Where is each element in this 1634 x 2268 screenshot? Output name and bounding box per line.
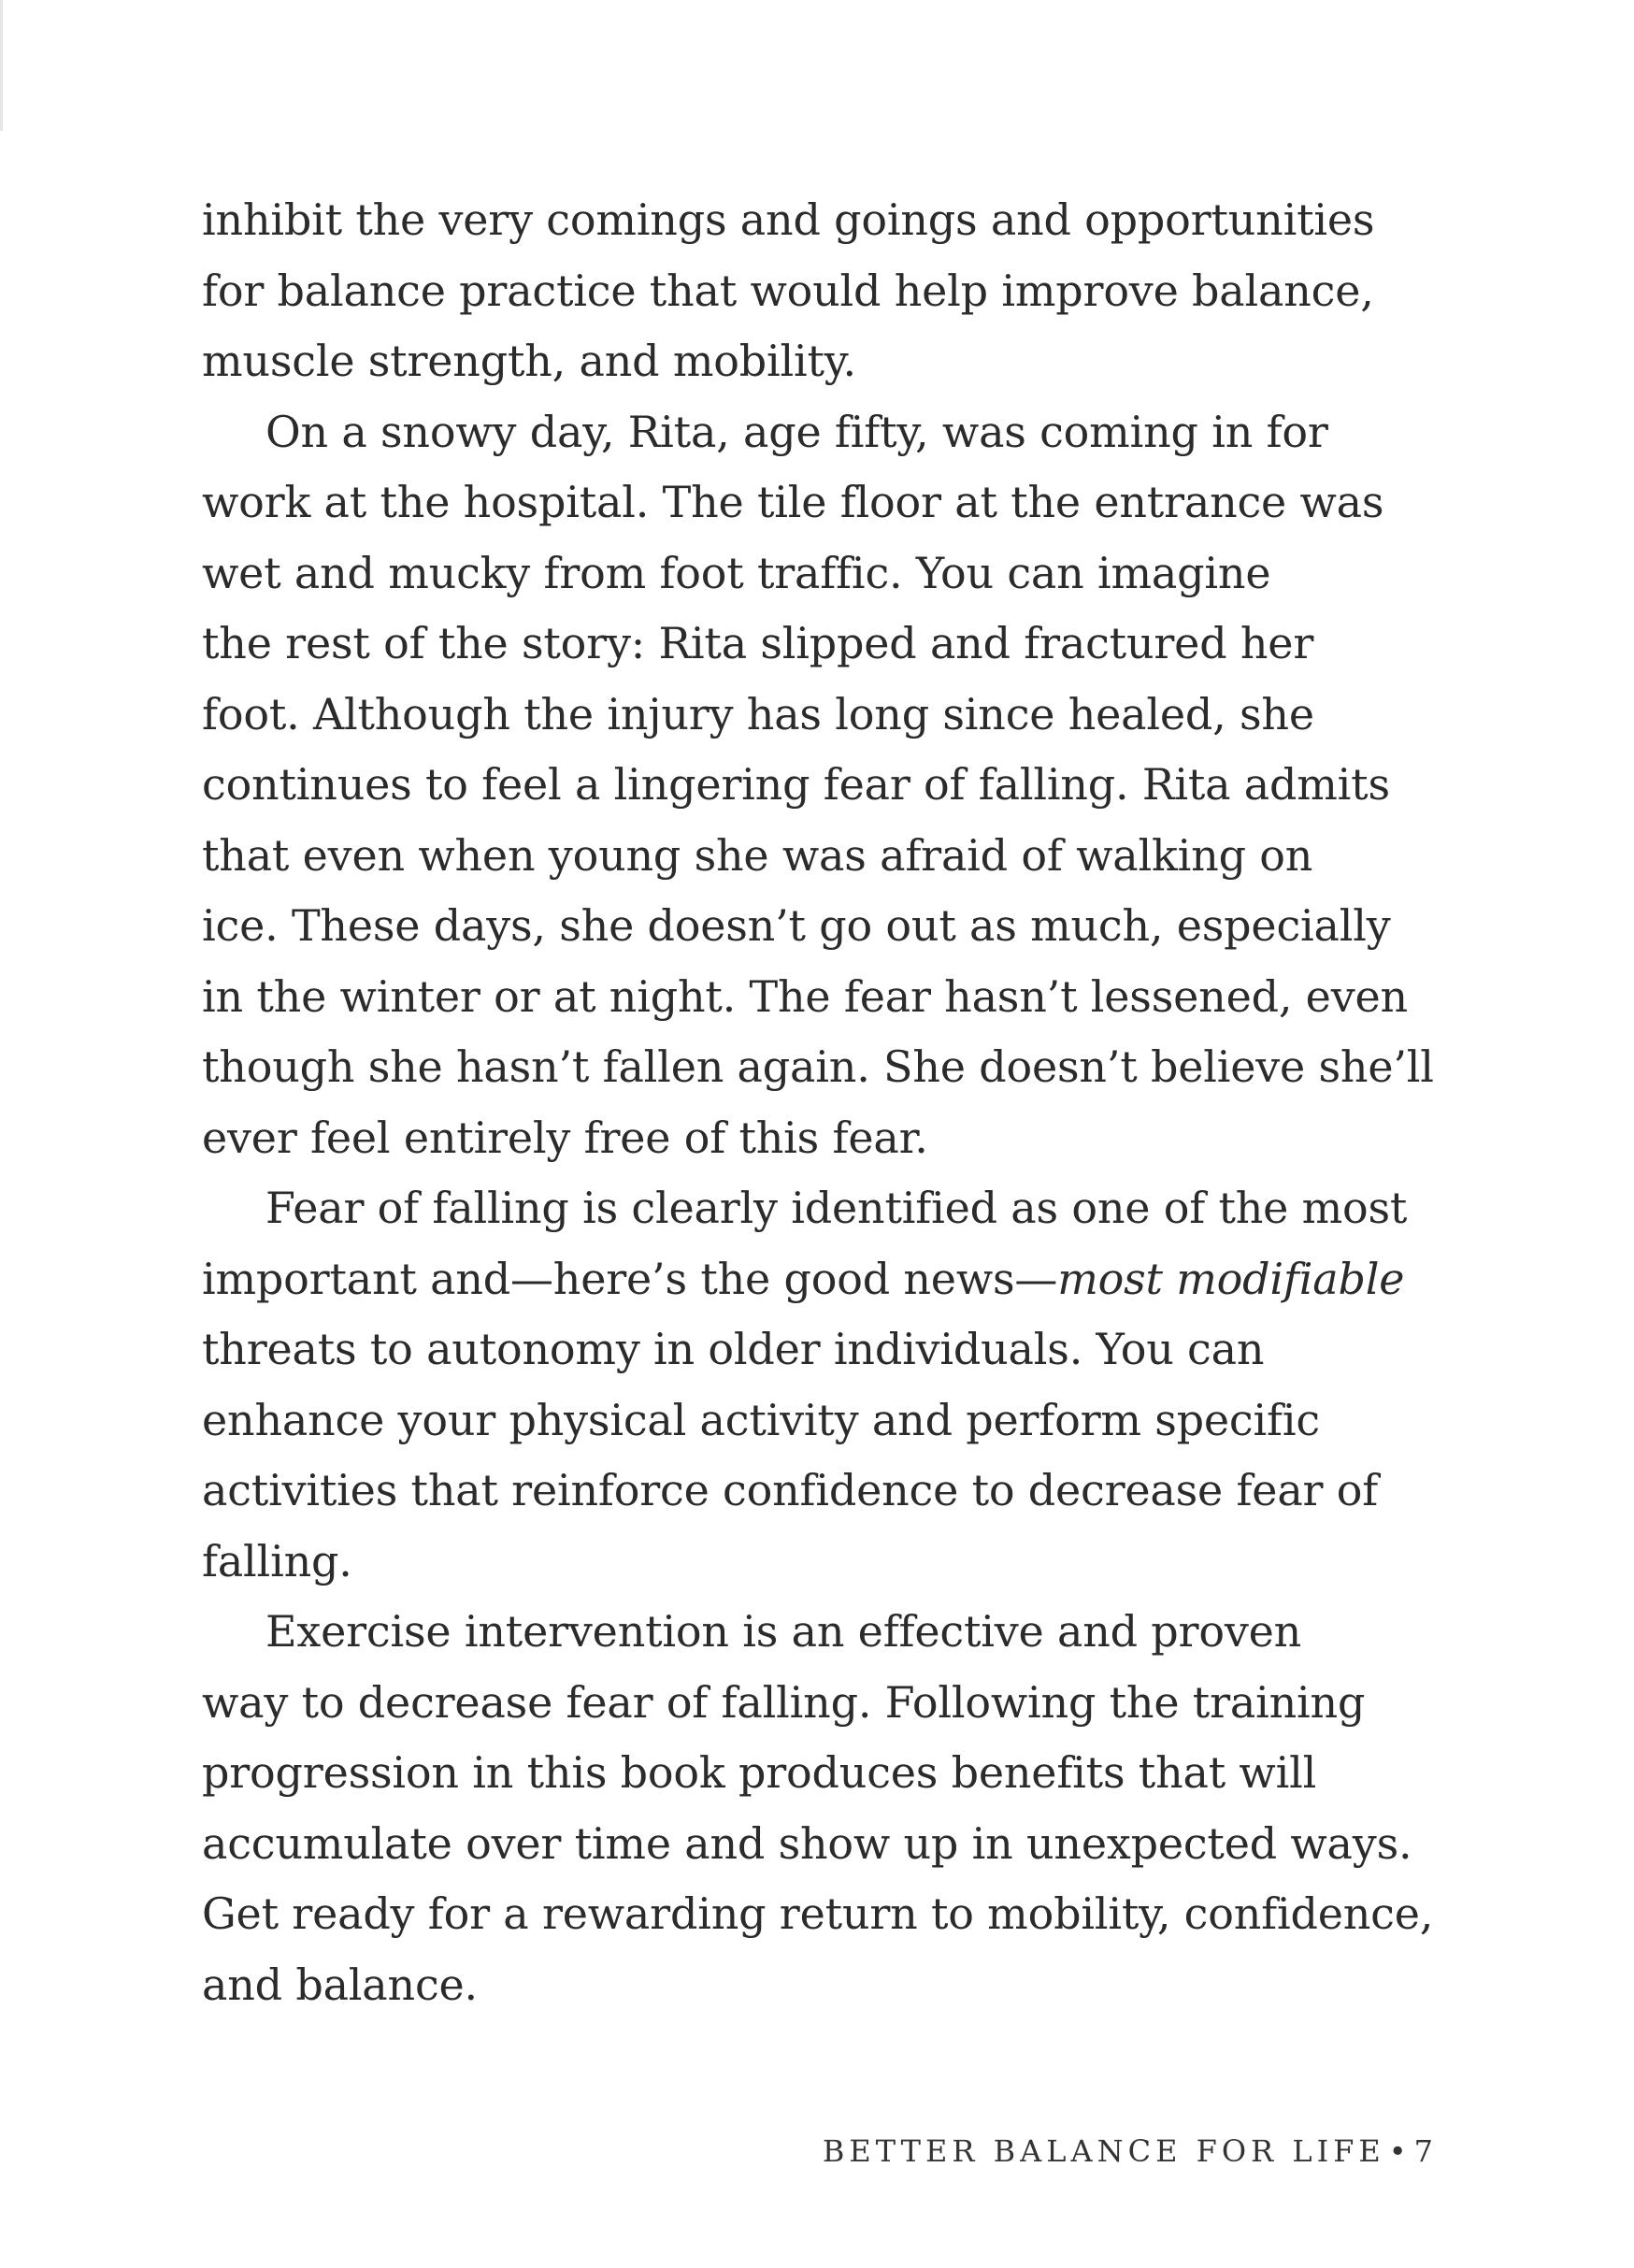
text-line: foot. Although the injury has long since healed, she <box>202 688 1314 739</box>
text-line: Get ready for a rewarding return to mobility, confidence, <box>202 1888 1434 1939</box>
paragraph-continuation <box>202 185 1455 397</box>
text-line: way to decrease fear of falling. Following the training <box>202 1676 1366 1728</box>
text-line: and balance. <box>202 1959 478 2010</box>
running-footer <box>823 2133 1438 2169</box>
text-line: ice. These days, she doesn’t go out as much, especially <box>202 900 1391 951</box>
text-line: continues to feel a lingering fear of falling. Rita admits <box>202 759 1390 810</box>
paragraph-rita-story <box>202 397 1455 1174</box>
text-line: that even when young she was afraid of walking on <box>202 829 1313 881</box>
text-line: accumulate over time and show up in unexpected ways. <box>202 1817 1412 1869</box>
text-line: ever feel entirely free of this fear. <box>202 1112 928 1163</box>
text-line: work at the hospital. The tile floor at the entrance was <box>202 477 1384 527</box>
text-line: though she hasn’t fallen again. She doesn’t believe she’ll <box>202 1041 1434 1092</box>
text-line: muscle strength, and mobility. <box>202 336 856 386</box>
text-segment: important and—here’s the good news— <box>202 1253 1058 1304</box>
text-line: progression in this book produces benefits that will <box>202 1747 1317 1798</box>
text-line: for balance practice that would help improve balance, <box>202 265 1374 316</box>
text-line: Fear of falling is clearly identified as one of the most <box>265 1183 1408 1233</box>
text-line: On a snowy day, Rita, age fifty, was coming in for <box>265 406 1328 457</box>
running-title: BETTER BALANCE FOR LIFE <box>822 2133 1385 2169</box>
bullet-separator: • <box>1388 2133 1407 2169</box>
text-line: the rest of the story: Rita slipped and fractured her <box>202 618 1314 668</box>
text-line: inhibit the very comings and goings and opportunities <box>202 194 1375 245</box>
text-line: falling. <box>202 1535 352 1586</box>
text-line: in the winter or at night. The fear hasn’t lessened, even <box>202 970 1408 1022</box>
paragraph-fear-of-falling <box>202 1173 1455 1597</box>
text-line: enhance your physical activity and perform specific <box>202 1394 1320 1445</box>
text-line-with-emphasis <box>202 1244 1455 1315</box>
paragraph-exercise-intervention <box>202 1597 1455 2020</box>
text-line: Exercise intervention is an effective and proven <box>265 1606 1302 1657</box>
emphasis-text: most modifiable <box>1057 1253 1405 1304</box>
scan-edge-shadow <box>0 0 3 131</box>
text-line: activities that reinforce confidence to decrease fear of <box>202 1465 1379 1515</box>
text-line: wet and mucky from foot traffic. You can imagine <box>202 547 1271 598</box>
text-line: threats to autonomy in older individuals. You can <box>202 1324 1265 1374</box>
page-number: 7 <box>1413 2133 1438 2169</box>
body-text <box>202 185 1455 2020</box>
